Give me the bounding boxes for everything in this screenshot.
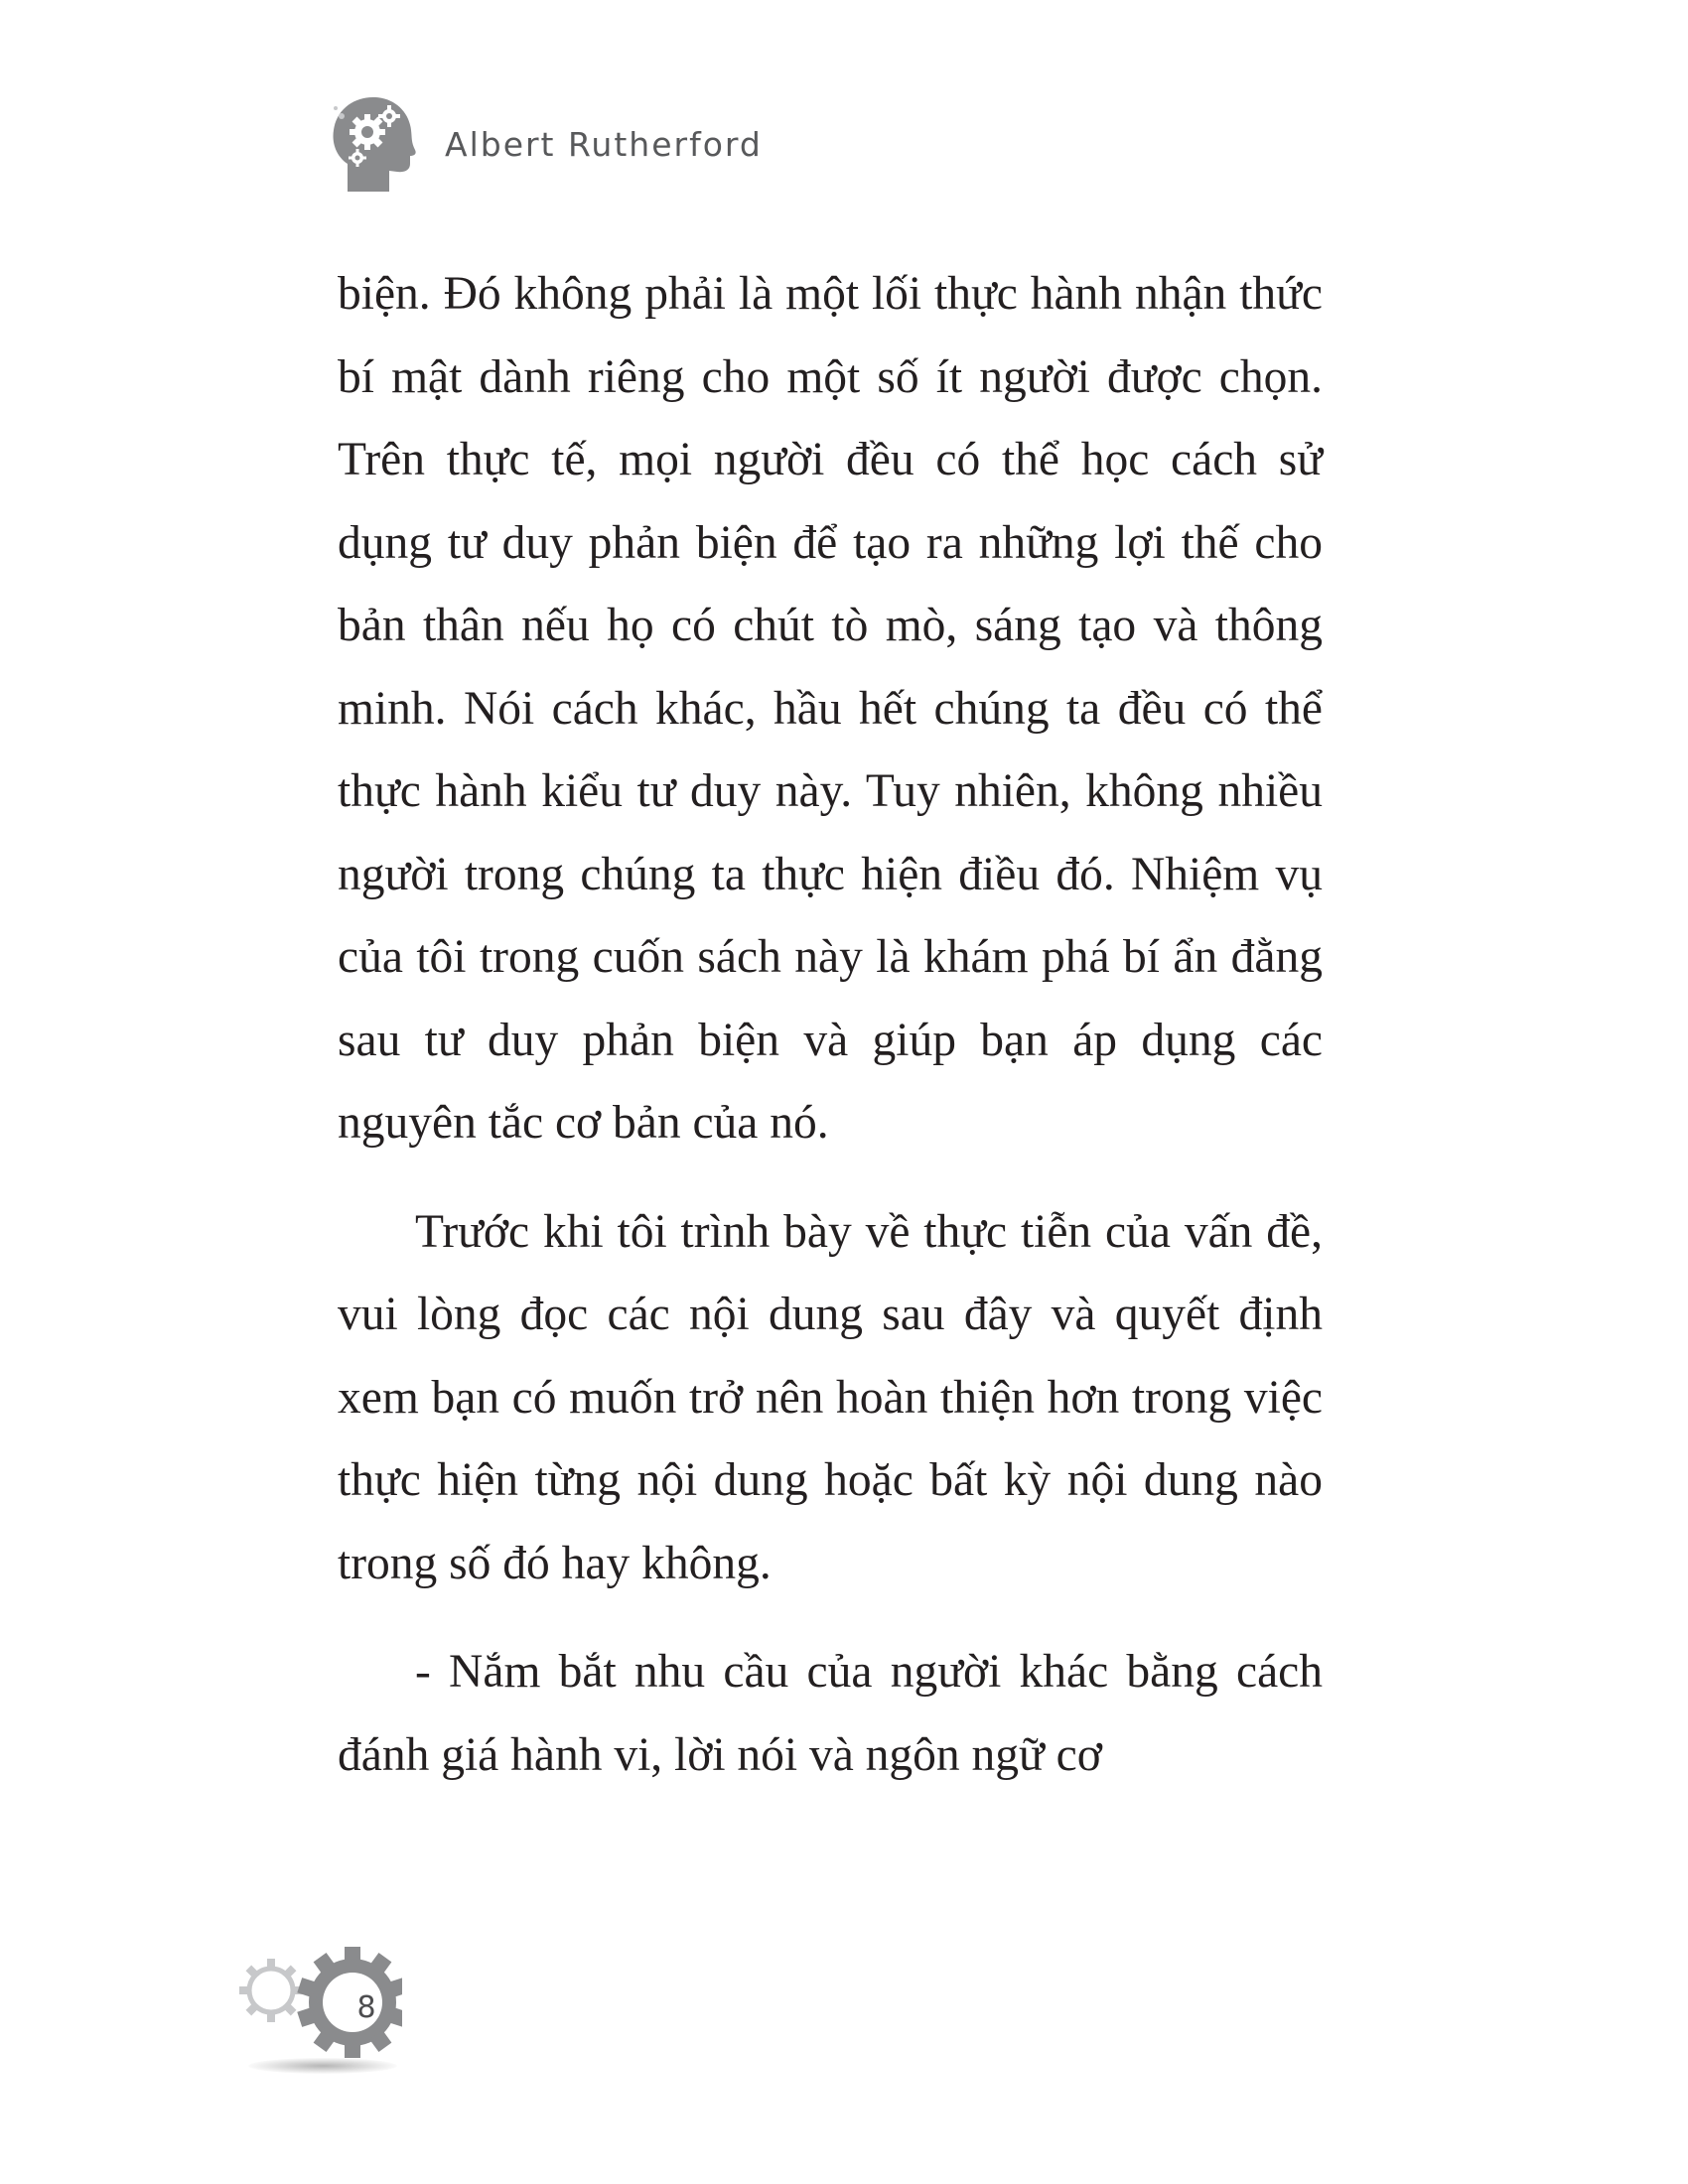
author-name: Albert Rutherford <box>445 124 763 164</box>
page-number: 8 <box>356 1990 376 2025</box>
paragraph-2: Trước khi tôi trình bày về thực tiễn của vấn đề, vui lòng đọc các nội dung sau đây và quyết định xem bạn có muốn trở nên hoàn thiện hơn trong việc thực hiện từng nội dung hoặc bất kỳ nội dung nào trong số đó hay không. <box>338 1205 1323 1589</box>
page-header <box>328 94 763 194</box>
footer-shadow <box>248 2058 397 2074</box>
page-footer <box>233 1941 402 2080</box>
body-text <box>338 253 1323 1797</box>
paragraph-3: - Nắm bắt nhu cầu của người khác bằng cách đánh giá hành vi, lời nói và ngôn ngữ cơ <box>338 1646 1323 1781</box>
paragraph-1: biện. Đó không phải là một lối thực hành nhận thức bí mật dành riêng cho một số ít người được chọn. Trên thực tế, mọi người đều có thể học cách sử dụng tư duy phản biện để tạo ra những lợi thế cho bản thân nếu họ có chút tò mò, sáng tạo và thông minh. Nói cách khác, hầu hết chúng ta đều có thể thực hành kiểu tư duy này. Tuy nhiên, không nhiều người trong chúng ta thực hiện điều đó. Nhiệm vụ của tôi trong cuốn sách này là khám phá bí ẩn đằng sau tư duy phản biện và giúp bạn áp dụng các nguyên tắc cơ bản của nó. <box>338 268 1323 1149</box>
head-gears-icon <box>328 94 417 194</box>
